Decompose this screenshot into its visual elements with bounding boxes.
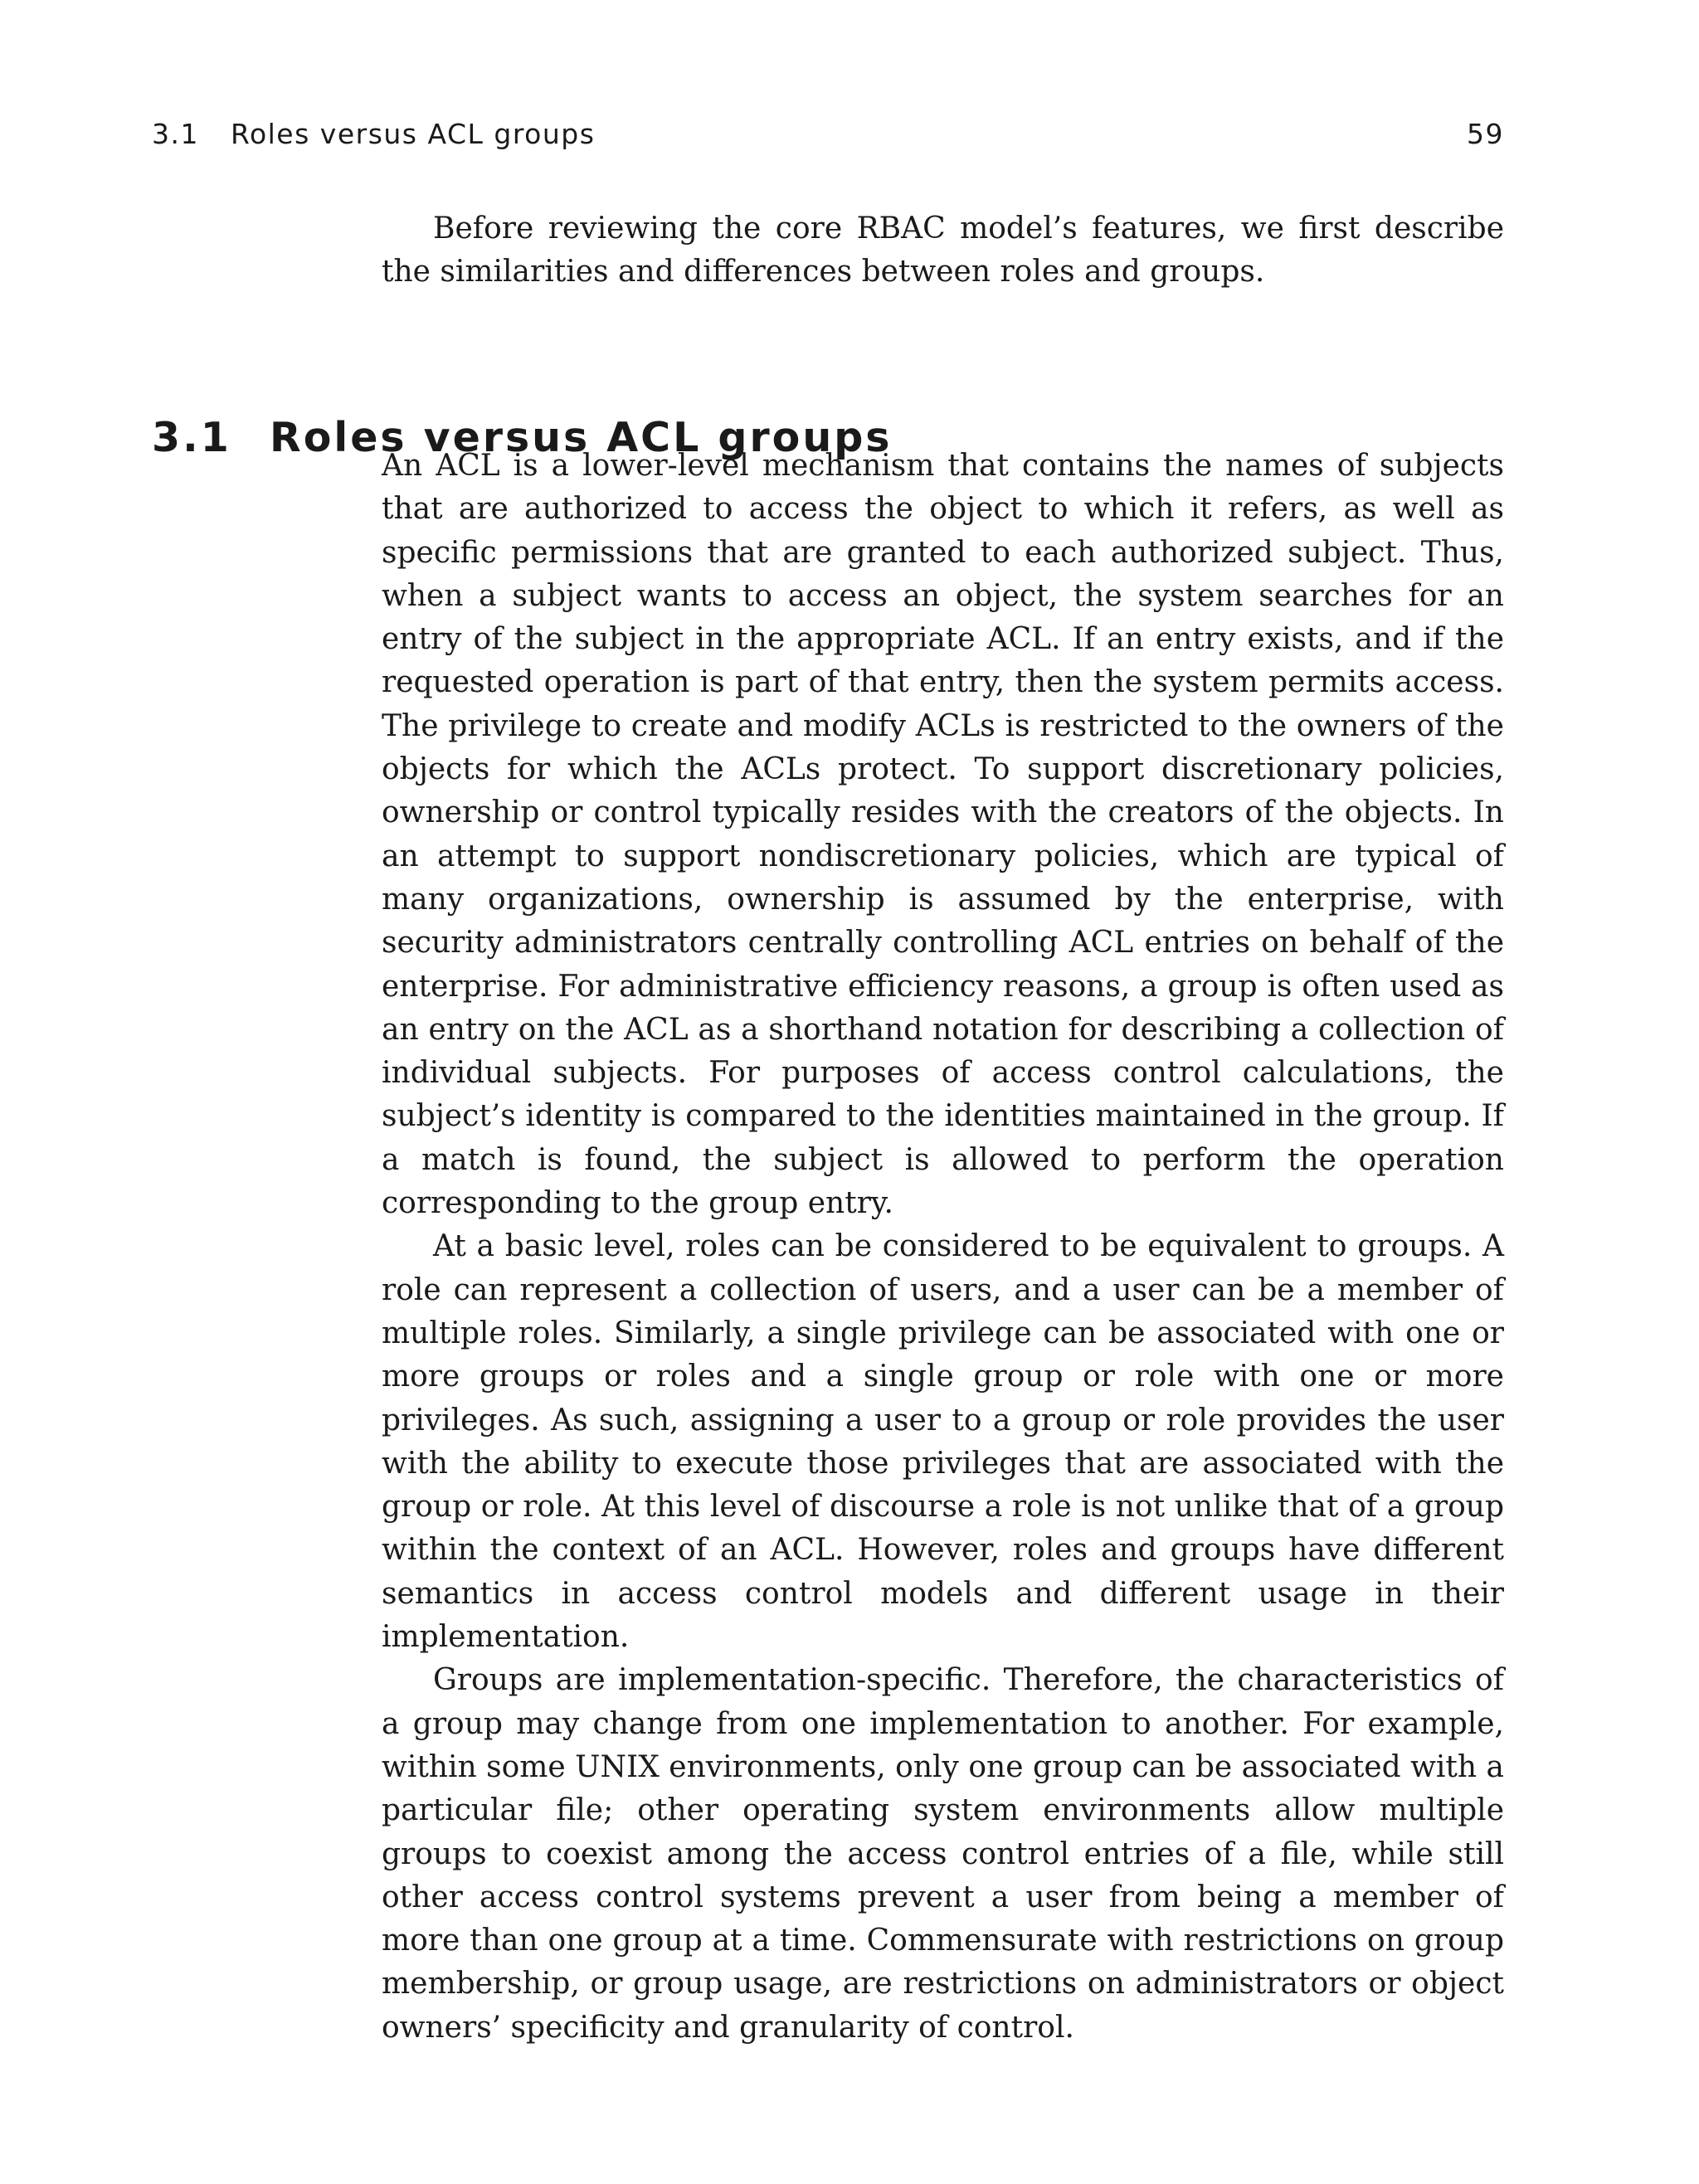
intro-paragraph: Before reviewing the core RBAC model’s features, we first describe the similarities and differences between roles and groups. bbox=[382, 212, 1504, 289]
running-head-section-number: 3.1 bbox=[152, 118, 199, 150]
section-body bbox=[382, 445, 1504, 2050]
running-head-section bbox=[152, 118, 595, 150]
body-paragraph-2: At a basic level, roles can be considered to be equivalent to groups. A role can represent a collection of users, and a user can be a member of multiple roles. Similarly, a single privilege can be associated with one or more groups or roles and a single group or role with one or more privileges. As such, assigning a user to a group or role provides the user with the ability to execute those privileges that are associated with the group or role. At this level of discourse a role is not unlike that of a group within the context of an ACL. However, roles and groups have different semantics in access control models and different usage in their implementation. bbox=[382, 1229, 1504, 1655]
body-paragraph-3: Groups are implementation-specific. Therefore, the characteristics of a group may change from one implementation to another. For example, within some UNIX environments, only one group can be associated with a particular file; other operating system environments allow multiple groups to coexist among the access control entries of a file, while still other access control systems prevent a user from being a member of more than one group at a time. Commensurate with restrictions on group membership, or group usage, are restrictions on administrators or object owners’ specificity and granularity of control. bbox=[382, 1663, 1504, 2045]
section-title: Roles versus ACL groups bbox=[270, 413, 893, 461]
section-number: 3.1 bbox=[152, 413, 231, 461]
running-head bbox=[152, 118, 1504, 159]
intro-text bbox=[382, 207, 1504, 294]
body-paragraph-1: An ACL is a lower-level mechanism that contains the names of subjects that are authorized to access the object to which it refers, as well as specific permissions that are granted to each authorized subject. Thus, when a subject wants to access an object, the system searches for an entry of the subject in the appropriate ACL. If an entry exists, and if the requested operation is part of that entry, then the system permits access. The privilege to create and modify ACLs is restricted to the owners of the objects for which the ACLs protect. To support discretionary policies, ownership or control typically resides with the creators of the objects. In an attempt to support nondiscretionary policies, which are typical of many organizations, ownership is assumed by the enterprise, with security administrators centrally controlling ACL entries on behalf of the enterprise. For administrative efficiency reasons, a group is often used as an entry on the ACL as a shorthand notation for describing a collection of individual subjects. For purposes of access control calculations, the subject’s identity is compared to the identities maintained in the group. If a match is found, the subject is allowed to perform the operation corresponding to the group entry. bbox=[382, 449, 1504, 1221]
running-head-section-title: Roles versus ACL groups bbox=[231, 118, 596, 150]
page-number: 59 bbox=[1467, 118, 1504, 150]
